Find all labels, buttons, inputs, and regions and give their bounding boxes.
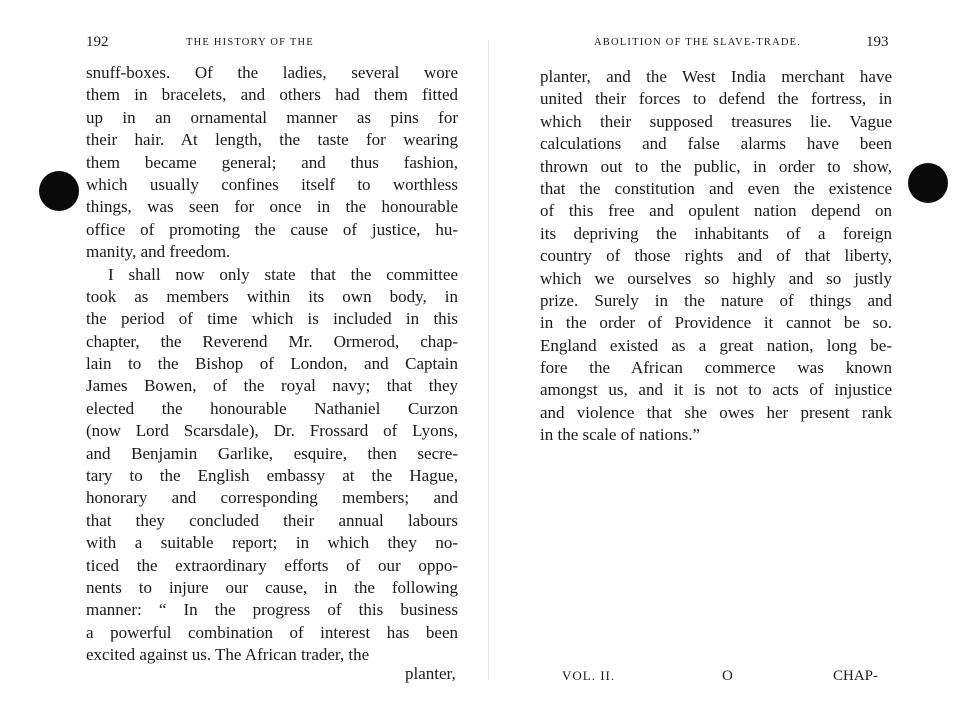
- show-through-text: [540, 520, 890, 650]
- text-line: lain to the Bishop of London, and Captain: [86, 354, 458, 374]
- text-line: and Benjamin Garlike, esquire, then secre-: [86, 443, 458, 463]
- text-line: nents to injure our cause, in the following: [86, 577, 458, 597]
- text-line: with a suitable report; in which they no-: [86, 533, 458, 553]
- left-page-number: 192: [86, 34, 109, 50]
- right-page-body: [540, 66, 892, 447]
- text-line: calculations and false alarms have been: [540, 134, 892, 154]
- text-line: England existed as a great nation, long be-: [540, 335, 892, 355]
- punch-hole-right: [908, 163, 948, 203]
- text-line: their hair. At length, the taste for wearing: [86, 130, 458, 150]
- text-line: up in an ornamental manner as pins for: [86, 107, 458, 127]
- text-line: a powerful combination of interest has been: [86, 622, 458, 642]
- text-line: that they concluded their annual labours: [86, 510, 458, 530]
- text-line: took as members within its own body, in: [86, 286, 458, 306]
- footer-signature: O: [722, 668, 733, 684]
- text-line: which their supposed treasures lie. Vague: [540, 111, 892, 131]
- text-line: James Bowen, of the royal navy; that they: [86, 376, 458, 396]
- text-line: ticed the extraordinary efforts of our oppo-: [86, 555, 458, 575]
- text-line: elected the honourable Nathaniel Curzon: [86, 398, 458, 418]
- text-line: amongst us, and it is not to acts of injustice: [540, 380, 892, 400]
- text-line: in the scale of nations.”: [540, 425, 701, 445]
- text-line: office of promoting the cause of justice, hu-: [86, 219, 458, 239]
- text-line: them in bracelets, and others had them fitted: [86, 85, 458, 105]
- text-line: manity, and freedom.: [86, 242, 231, 262]
- text-line: in the order of Providence it cannot be so.: [540, 313, 892, 333]
- text-line: its depriving the inhabitants of a foreign: [540, 223, 892, 243]
- text-line: chapter, the Reverend Mr. Ormerod, chap-: [86, 331, 458, 351]
- text-line: (now Lord Scarsdale), Dr. Frossard of Lyons,: [86, 421, 458, 441]
- left-catchline: planter,: [405, 664, 456, 683]
- text-line: I shall now only state that the committee: [108, 264, 458, 284]
- text-line: snuff-boxes. Of the ladies, several wore: [86, 63, 458, 82]
- left-running-head: THE HISTORY OF THE: [186, 37, 314, 48]
- punch-hole-left: [39, 171, 79, 211]
- text-line: country of those rights and of that liberty,: [540, 246, 892, 266]
- text-line: united their forces to defend the fortress, in: [540, 89, 892, 109]
- footer-catchword: CHAP-: [833, 668, 879, 684]
- text-line: the period of time which is included in this: [86, 309, 458, 329]
- text-line: them became general; and thus fashion,: [86, 152, 458, 172]
- right-page-number: 193: [866, 34, 889, 50]
- text-line: excited against us. The African trader, the: [86, 645, 370, 665]
- text-line: of this free and opulent nation depend on: [540, 201, 892, 221]
- text-line: things, was seen for once in the honourable: [86, 197, 458, 217]
- right-running-head: ABOLITION OF THE SLAVE-TRADE.: [594, 37, 802, 48]
- text-line: which we ourselves so highly and so justly: [540, 268, 892, 288]
- text-line: prize. Surely in the nature of things and: [540, 290, 892, 310]
- text-line: which usually confines itself to worthless: [86, 174, 458, 194]
- text-line: that the constitution and even the existence: [540, 178, 892, 198]
- text-line: honorary and corresponding members; and: [86, 488, 458, 508]
- text-line: tary to the English embassy at the Hague,: [86, 466, 458, 486]
- text-line: manner: “ In the progress of this business: [86, 600, 458, 620]
- text-line: and violence that she owes her present rank: [540, 402, 892, 422]
- text-line: planter, and the West India merchant have: [540, 67, 892, 86]
- text-line: fore the African commerce was known: [540, 358, 892, 378]
- footer-volume: VOL. II.: [562, 668, 616, 683]
- left-page-body: [86, 62, 458, 667]
- text-line: thrown out to the public, in order to show,: [540, 156, 892, 176]
